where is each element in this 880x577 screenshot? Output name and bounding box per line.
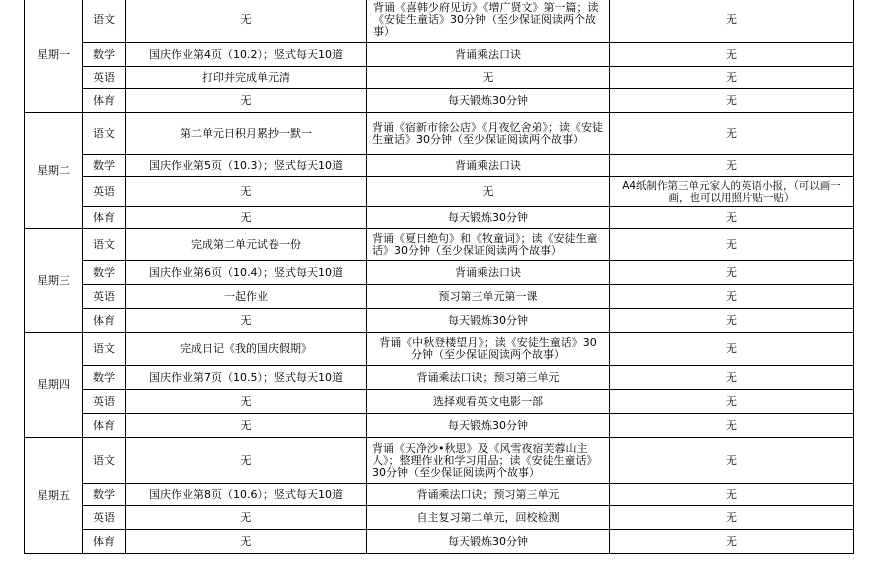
day-label-wednesday: 星期三 (25, 229, 83, 333)
task-cell: 国庆作业第5页（10.3）；竖式每天10道 (126, 155, 367, 177)
task-cell: 背诵乘法口诀；预习第三单元 (367, 484, 610, 506)
task-cell: 背诵乘法口诀 (367, 43, 610, 67)
subject-cell: 语文 (83, 229, 126, 261)
table-row (25, 113, 854, 155)
table-row (25, 366, 854, 390)
subject-cell: 语文 (83, 438, 126, 484)
task-cell: 无 (610, 506, 854, 530)
subject-cell: 体育 (83, 207, 126, 229)
task-cell: 完成第二单元试卷一份 (126, 229, 367, 261)
subject-cell: 数学 (83, 484, 126, 506)
task-cell: 预习第三单元第一课 (367, 285, 610, 309)
table-row (25, 261, 854, 285)
table-row (25, 229, 854, 261)
task-cell: 无 (610, 113, 854, 155)
table-row (25, 285, 854, 309)
task-cell: 无 (610, 390, 854, 414)
task-cell: 无 (126, 438, 367, 484)
task-cell: 无 (610, 89, 854, 113)
subject-cell: 体育 (83, 89, 126, 113)
task-cell: 完成日记《我的国庆假期》 (126, 333, 367, 366)
task-cell: 背诵《宿新市徐公店》《月夜忆舍弟》；读《安徒生童话》30分钟（至少保证阅读两个故事） (367, 113, 610, 155)
table-row (25, 0, 854, 43)
subject-cell: 语文 (83, 113, 126, 155)
table-row (25, 309, 854, 333)
table-row (25, 207, 854, 229)
day-label-monday: 星期一 (25, 0, 83, 113)
task-cell: 背诵《夏日绝句》和《牧童词》；读《安徒生童话》30分钟（至少保证阅读两个故事） (367, 229, 610, 261)
task-cell: 国庆作业第6页（10.4）；竖式每天10道 (126, 261, 367, 285)
subject-cell: 体育 (83, 309, 126, 333)
task-cell: 每天锻炼30分钟 (367, 89, 610, 113)
task-cell: 背诵乘法口诀 (367, 155, 610, 177)
task-cell: 背诵乘法口诀；预习第三单元 (367, 366, 610, 390)
task-cell: 背诵《喜韩少府见访》《增广贤文》第一篇；读《安徒生童话》30分钟（至少保证阅读两个故事） (367, 0, 610, 43)
task-cell: 一起作业 (126, 285, 367, 309)
task-cell: 国庆作业第4页（10.2）；竖式每天10道 (126, 43, 367, 67)
task-cell: 无 (610, 414, 854, 438)
subject-cell: 语文 (83, 0, 126, 43)
task-cell: 自主复习第二单元，回校检测 (367, 506, 610, 530)
task-cell: 无 (610, 484, 854, 506)
subject-cell: 英语 (83, 67, 126, 89)
table-row (25, 177, 854, 207)
subject-cell: 英语 (83, 390, 126, 414)
task-cell: 第二单元日积月累抄一默一 (126, 113, 367, 155)
task-cell: 无 (610, 261, 854, 285)
task-cell: 无 (126, 390, 367, 414)
task-cell: 无 (126, 309, 367, 333)
task-cell: 无 (126, 506, 367, 530)
subject-cell: 数学 (83, 366, 126, 390)
task-cell: 每天锻炼30分钟 (367, 414, 610, 438)
task-cell: 无 (610, 438, 854, 484)
task-cell: 无 (126, 530, 367, 554)
task-cell: 无 (367, 67, 610, 89)
task-cell: 无 (610, 530, 854, 554)
subject-cell: 数学 (83, 261, 126, 285)
table-row (25, 484, 854, 506)
task-cell: 无 (126, 177, 367, 207)
task-cell: 无 (610, 155, 854, 177)
task-cell: 无 (126, 89, 367, 113)
table-row (25, 438, 854, 484)
table-row (25, 390, 854, 414)
task-cell: 背诵《天净沙•秋思》及《风雪夜宿芙蓉山主人》；整理作业和学习用品；读《安徒生童话》30分钟（至少保证阅读两个故事） (367, 438, 610, 484)
task-cell: 背诵《中秋登楼望月》；读《安徒生童话》30分钟（至少保证阅读两个故事） (367, 333, 610, 366)
task-cell: 每天锻炼30分钟 (367, 207, 610, 229)
task-cell: 无 (610, 309, 854, 333)
subject-cell: 数学 (83, 43, 126, 67)
table-row (25, 43, 854, 67)
task-cell: 无 (610, 333, 854, 366)
homework-schedule-table (24, 0, 854, 554)
task-cell: 无 (610, 285, 854, 309)
table-row (25, 506, 854, 530)
task-cell: 每天锻炼30分钟 (367, 530, 610, 554)
task-cell: 无 (610, 366, 854, 390)
subject-cell: 数学 (83, 155, 126, 177)
subject-cell: 语文 (83, 333, 126, 366)
task-cell: 无 (610, 229, 854, 261)
subject-cell: 体育 (83, 530, 126, 554)
table-row (25, 155, 854, 177)
task-cell: 国庆作业第7页（10.5）；竖式每天10道 (126, 366, 367, 390)
task-cell: 无 (610, 67, 854, 89)
task-cell: 无 (610, 43, 854, 67)
table-row (25, 530, 854, 554)
day-label-tuesday: 星期二 (25, 113, 83, 229)
task-cell: 打印并完成单元清 (126, 67, 367, 89)
task-cell: 无 (367, 177, 610, 207)
task-cell: 无 (610, 0, 854, 43)
subject-cell: 英语 (83, 506, 126, 530)
task-cell: 国庆作业第8页（10.6）；竖式每天10道 (126, 484, 367, 506)
task-cell: 每天锻炼30分钟 (367, 309, 610, 333)
task-cell: 选择观看英文电影一部 (367, 390, 610, 414)
subject-cell: 英语 (83, 285, 126, 309)
table-row (25, 67, 854, 89)
task-cell: 无 (126, 414, 367, 438)
task-cell: 背诵乘法口诀 (367, 261, 610, 285)
task-cell: 无 (610, 207, 854, 229)
day-label-friday: 星期五 (25, 438, 83, 554)
day-label-thursday: 星期四 (25, 333, 83, 438)
table-row (25, 414, 854, 438)
task-cell: 无 (126, 207, 367, 229)
task-cell: 无 (126, 0, 367, 43)
table-row (25, 89, 854, 113)
table-row (25, 333, 854, 366)
subject-cell: 英语 (83, 177, 126, 207)
subject-cell: 体育 (83, 414, 126, 438)
task-cell: A4纸制作第三单元家人的英语小报，（可以画一画，也可以用照片贴一贴） (610, 177, 854, 207)
